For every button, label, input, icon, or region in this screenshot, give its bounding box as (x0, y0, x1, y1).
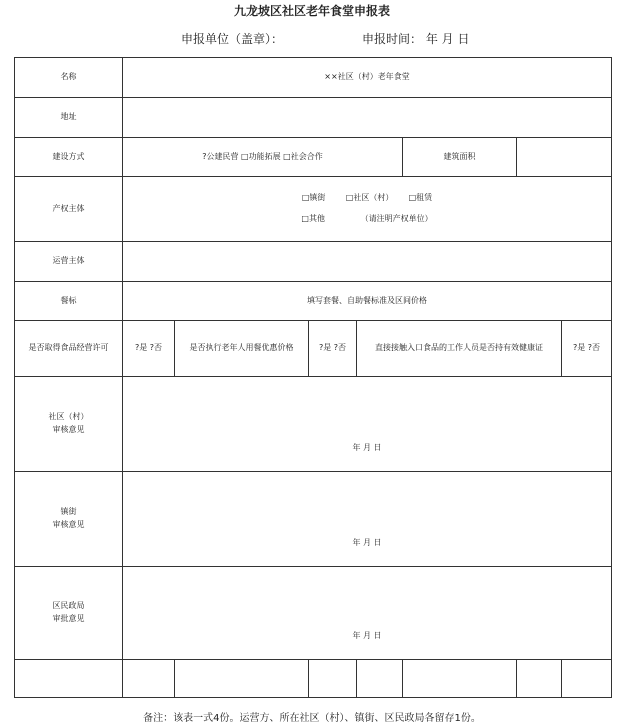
civil-affairs-review-area (123, 567, 612, 660)
row-community-review (15, 377, 612, 472)
meal-standard-value: 填写套餐、自助餐标准及区间价格 (123, 282, 612, 321)
food-license-yes-no: ?是 ?否 (123, 321, 175, 377)
name-value: ××社区（村）老年食堂 (123, 58, 612, 98)
row-civil-affairs-review (15, 567, 612, 660)
row-ownership (15, 177, 612, 242)
ownership-options-line2: □其他 （请注明产权单位） (301, 214, 433, 223)
building-area-label: 建筑面积 (403, 138, 517, 177)
elderly-discount-yes-no: ?是 ?否 (309, 321, 357, 377)
blank-cell (403, 660, 517, 698)
address-label: 地址 (15, 98, 123, 138)
building-area-value (517, 138, 612, 177)
meal-standard-label: 餐标 (15, 282, 123, 321)
row-name (15, 58, 612, 98)
address-value (123, 98, 612, 138)
operator-value (123, 242, 612, 282)
name-label: 名称 (15, 58, 123, 98)
blank-cell (175, 660, 309, 698)
ownership-options (123, 177, 612, 242)
civil-affairs-review-subtitle: 审批意见 (52, 614, 85, 623)
row-town-review (15, 472, 612, 567)
community-review-date: 年 月 日 (352, 443, 382, 453)
ownership-options-line1: □镇街 □社区（村） □租赁 (301, 193, 433, 203)
community-review-label (15, 377, 123, 472)
ownership-label: 产权主体 (15, 177, 123, 242)
build-method-options: ?公建民营 □功能拓展 □社会合作 (123, 138, 403, 177)
blank-cell (357, 660, 403, 698)
row-operator (15, 242, 612, 282)
row-address (15, 98, 612, 138)
health-certificate-question: 直接接触入口食品的工作人员是否持有效健康证 (357, 321, 562, 377)
row-meal-standard (15, 282, 612, 321)
town-review-subtitle: 审核意见 (52, 520, 85, 529)
row-blank-bottom (15, 660, 612, 698)
health-certificate-yes-no: ?是 ?否 (562, 321, 612, 377)
build-method-label: 建设方式 (15, 138, 123, 177)
community-review-area (123, 377, 612, 472)
operator-label: 运营主体 (15, 242, 123, 282)
form-title: 九龙坡区社区老年食堂申报表 (233, 4, 390, 18)
blank-cell (562, 660, 612, 698)
civil-affairs-review-date: 年 月 日 (352, 631, 382, 641)
town-review-area (123, 472, 612, 567)
blank-cell (123, 660, 175, 698)
row-checks (15, 321, 612, 377)
row-build-method (15, 138, 612, 177)
civil-affairs-review-title: 区民政局 (52, 601, 85, 611)
town-review-date: 年 月 日 (352, 538, 382, 548)
community-review-title: 社区（村） (48, 412, 89, 422)
town-review-label (15, 472, 123, 567)
application-form-table (14, 57, 612, 698)
town-review-title: 镇街 (60, 507, 77, 517)
blank-cell (517, 660, 562, 698)
elderly-discount-question: 是否执行老年人用餐优惠价格 (175, 321, 309, 377)
apply-time-label: 申报时间： 年 月 日 (362, 32, 470, 46)
community-review-subtitle: 审核意见 (52, 425, 85, 434)
food-license-question: 是否取得食品经营许可 (15, 321, 123, 377)
civil-affairs-review-label (15, 567, 123, 660)
apply-unit-label: 申报单位（盖章）： (181, 32, 284, 46)
footnote: 备注：该表一式4份。运营方、所在社区（村）、镇街、区民政局各留存1份。 (143, 713, 481, 724)
blank-cell (309, 660, 357, 698)
blank-cell (15, 660, 123, 698)
